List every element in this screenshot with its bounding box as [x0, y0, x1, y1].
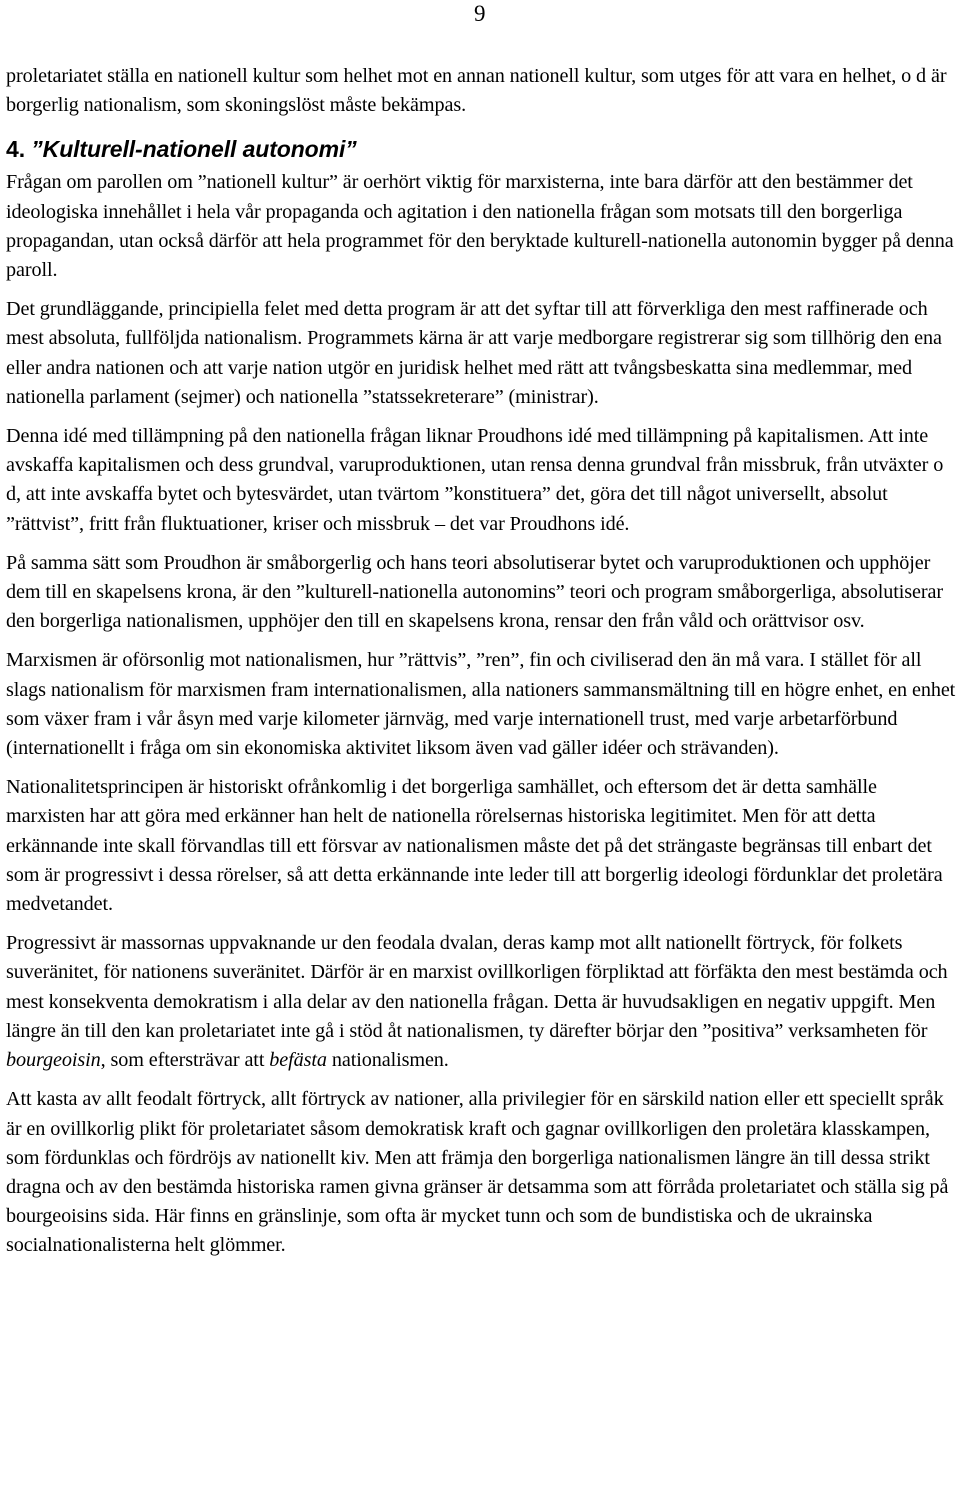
- page-number: 9: [474, 1, 486, 26]
- paragraph-8: Att kasta av allt feodalt förtryck, allt förtryck av nationer, alla privilegier för en särskild nation eller ett speciellt språk är en ovillkorlig plikt för proletariatet såsom demokratisk kraft och gagnar ovillkorligen den proletära klasskampen, som fördunklas och fördröjs av nationellt kiv. Men att främja den borgerliga nationalismen längre än till dessa strikt dragna och av den bestämda historiska ramen givna gränser är detsamma som att förråda proletariatet och ställa sig på bourgeoisins sida. Här finns en gränslinje, som ofta är mycket tunn och som de bundistiska och de ukrainska socialnationalisterna helt glömmer.: [6, 1088, 949, 1257]
- document-body: [6, 62, 958, 1271]
- paragraph-6: Nationalitetsprincipen är historiskt ofrånkomlig i det borgerliga samhället, och eftersom det är detta samhälle marxisten har att göra med erkänner han helt de nationella rörelsernas historiska legitimitet. Men för att detta erkännande inte skall förvandlas till ett försvar av nationalismen måste det på det strängaste begränsas till enbart det som är progressivt i dessa rörelser, så att detta erkännande inte leder till att borgerlig ideologi fördunklar det proletära medvetandet.: [6, 776, 943, 916]
- paragraph-7-emphasis-1: bourgeoisin: [6, 1049, 101, 1072]
- intro-paragraph: proletariatet ställa en nationell kultur som helhet mot en annan nationell kultur, som utges för att vara en helhet, o d är borgerlig nationalism, som skoningslöst måste bekämpas.: [6, 65, 947, 117]
- section-number: 4.: [6, 136, 25, 163]
- paragraph-7-part-a: Progressivt är massornas uppvaknande ur den feodala dvalan, deras kamp mot allt nationellt förtryck, för folkets suveränitet, för nationens suveränitet. Därför är en marxist ovillkorligen förpliktad att förfäkta den mest bestämda och mest konsekventa demokratism i alla delar av den nationella frågan. Detta är huvudsakligen en negativ uppgift. Men längre än till den kan proletariatet inte gå i stöd åt nationalismen, ty därefter börjar den ”positiva” verksamheten för: [6, 932, 948, 1042]
- paragraph-3: Denna idé med tillämpning på den nationella frågan liknar Proudhons idé med tillämpning på kapitalismen. Att inte avskaffa kapitalismen och dess grundval, varuproduktionen, utan rensa denna grundval från missbruk, från utväxter o d, att inte avskaffa bytet och bytesvärdet, utan tvärtom ”konstituera” det, göra det till något universellt, absolut ”rättvist”, fritt från fluktuationer, kriser och missbruk – det var Proudhons idé.: [6, 425, 944, 535]
- paragraph-7: [6, 929, 958, 1075]
- paragraph-7-emphasis-2: befästa: [269, 1049, 327, 1072]
- paragraph-7-part-b: , som eftersträvar att: [100, 1049, 270, 1072]
- paragraph-2: Det grundläggande, principiella felet med detta program är att det syftar till att förverkliga den mest raffinerade och mest absoluta, fullföljda nationalism. Programmets kärna är att varje medborgare registrerar sig som tillhörig den ena eller andra nationen och att varje nation utgör en juridisk helhet med rätt att tvångsbeskatta sina medlemmar, med nationella parlament (sejmer) och nationella ”statssekreterare” (ministrar).: [6, 298, 942, 408]
- section-title: ”Kulturell-nationell autonomi”: [31, 136, 357, 163]
- section-heading: [6, 130, 958, 168]
- paragraph-7-part-c: nationalismen.: [326, 1049, 449, 1072]
- paragraph-1: Frågan om parollen om ”nationell kultur” är oerhört viktig för marxisterna, inte bara därför att den bestämmer det ideologiska innehållet i hela vår propaganda och agitation i den nationella frågan som motsats till den borgerliga propagandan, utan också därför att hela programmet för den beryktade kulturell-nationella autonomin bygger på denna paroll.: [6, 171, 954, 282]
- paragraph-4: På samma sätt som Proudhon är småborgerlig och hans teori absolutiserar bytet och varuproduktionen och upphöjer dem till en skapelsens krona, är den ”kulturell-nationella autonomins” teori och program småborgerliga, absolutiserar den borgerliga nationalismen, upphöjer den till en skapelsens krona, rensar den från våld och orättvisor osv.: [6, 551, 944, 633]
- paragraph-5: Marxismen är oförsonlig mot nationalismen, hur ”rättvis”, ”ren”, fin och civiliserad den än må vara. I stället för all slags nationalism för marxismen fram internationalismen, alla nationers sammansmältning till en högre enhet, en enhet som växer fram i vår åsyn med varje kilometer järnväg, med varje internationell trust, med varje arbetarförbund (internationellt i fråga om sin ekonomiska aktivitet liksom även vad gäller idéer och strävanden).: [6, 649, 956, 760]
